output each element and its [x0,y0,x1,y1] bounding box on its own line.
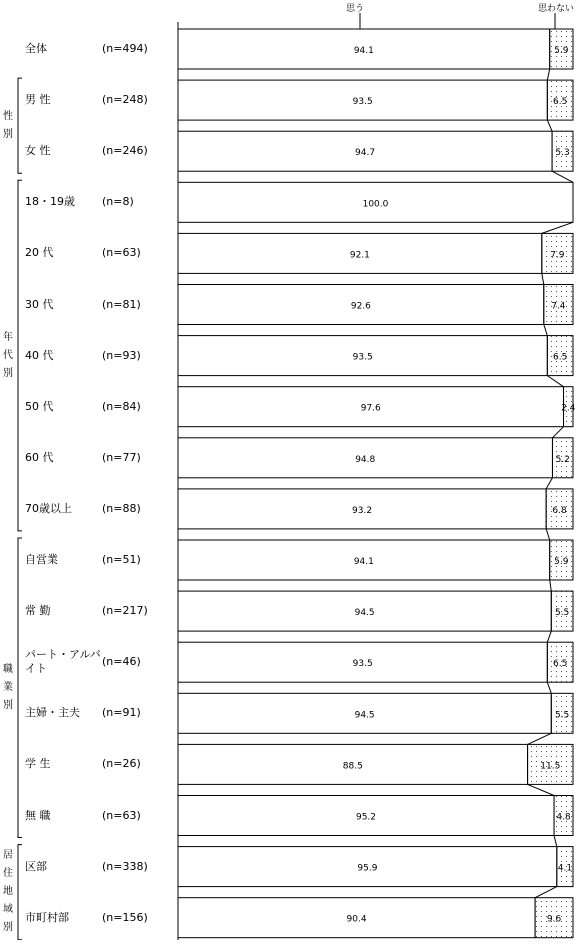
group-label: 年 代 別 [3,331,13,379]
category-label: 70歳以上 [25,501,72,515]
category-label: 20 代 [25,246,54,260]
value-label-yes: 97.6 [360,403,381,414]
category-label: 男 性 [25,93,51,107]
n-label: (n=77) [102,450,141,464]
value-label-no: 6.5 [552,352,568,363]
connector-line [544,325,548,336]
value-label-yes: 95.2 [355,812,377,823]
category-label: 無 職 [25,808,51,822]
connector-line [547,376,563,387]
value-label-yes: 95.9 [357,863,378,874]
n-label: (n=46) [102,655,141,669]
value-label-no: 4.8 [556,812,571,823]
value-label-no: 5.3 [555,148,570,159]
value-label-no: 7.4 [551,301,566,312]
value-label-no: 6.8 [552,505,567,516]
value-label-no: 5.2 [555,454,570,465]
value-label-yes: 92.1 [349,250,370,261]
category-label: 常 勤 [25,604,51,618]
category-label: 18・19歳 [25,195,75,209]
group-bracket [18,78,22,173]
value-label-yes: 93.5 [352,97,373,108]
n-label: (n=91) [102,706,141,720]
category-label: 60 代 [25,450,54,464]
category-label: 区部 [25,859,47,873]
category-label: 30 代 [25,297,54,311]
n-label: (n=81) [102,297,141,311]
category-label: 女 性 [25,144,51,158]
value-label-yes: 94.1 [353,46,374,56]
value-label-yes: 94.1 [353,557,374,567]
n-label: (n=246) [102,144,148,158]
connector-line [554,836,557,847]
group-bracket [18,180,22,531]
n-label: (n=84) [102,399,141,413]
value-label-yes: 100.0 [362,199,389,210]
connector-line [546,478,552,489]
connector-line [542,222,573,233]
legend-yes: 思う [346,4,365,14]
connector-line [542,273,544,284]
connector-line [535,887,557,898]
n-label: (n=8) [102,195,134,209]
category-label: 自営業 [25,553,58,566]
group-bracket [18,845,22,940]
connector-line [547,631,551,642]
value-label-yes: 93.5 [352,659,373,670]
n-label: (n=248) [102,93,148,107]
category-label: パート・アルバイト [25,648,101,676]
value-label-no: 9.6 [546,914,562,925]
n-label: (n=93) [102,348,141,362]
n-label: (n=156) [102,910,148,924]
value-label-yes: 90.4 [346,914,367,925]
n-label: (n=63) [102,808,141,822]
value-label-no: 7.9 [550,250,565,261]
n-label: (n=51) [102,553,141,566]
n-label: (n=338) [102,859,148,873]
connector-line [528,784,554,795]
value-label-no: 5.9 [554,557,569,567]
group-label: 居 住 地 域 別 [3,850,13,934]
category-label: 市町村部 [25,910,69,924]
connector-line [546,529,550,540]
value-label-no: 4.1 [557,863,573,874]
value-label-no: 5.5 [554,608,570,619]
category-label: 学 生 [25,757,51,771]
connector-line [547,69,549,80]
category-label: 全体 [25,42,47,55]
group-bracket [18,538,22,838]
category-label: 主婦・主夫 [25,706,80,720]
connector-line [552,427,563,438]
connector-line [528,733,552,744]
n-label: (n=217) [102,604,148,618]
group-label: 性 別 [3,110,13,140]
value-label-no: 5.9 [554,46,569,56]
value-label-yes: 94.5 [354,710,375,721]
value-label-yes: 92.6 [350,301,371,312]
value-label-no: 6.5 [552,97,568,108]
n-label: (n=63) [102,246,141,260]
value-label-no: 6.5 [552,659,568,670]
value-label-yes: 94.7 [355,148,376,159]
group-label: 職 業 別 [3,663,13,711]
value-label-yes: 93.2 [352,505,373,516]
category-label: 40 代 [25,348,54,362]
n-label: (n=494) [102,42,148,55]
value-label-yes: 94.8 [355,454,376,465]
value-label-no: 2.4 [561,403,576,414]
value-label-yes: 93.5 [352,352,373,363]
n-label: (n=88) [102,501,141,515]
value-label-yes: 88.5 [342,761,363,772]
connector-line [547,120,552,131]
legend-no: 思わない [538,4,575,14]
n-label: (n=26) [102,757,141,771]
value-label-no: 11.5 [540,761,561,772]
category-label: 50 代 [25,399,54,413]
connector-line [547,682,551,693]
connector-line [552,171,573,182]
value-label-no: 5.5 [554,710,570,721]
connector-line [550,580,552,591]
value-label-yes: 94.5 [354,608,375,619]
